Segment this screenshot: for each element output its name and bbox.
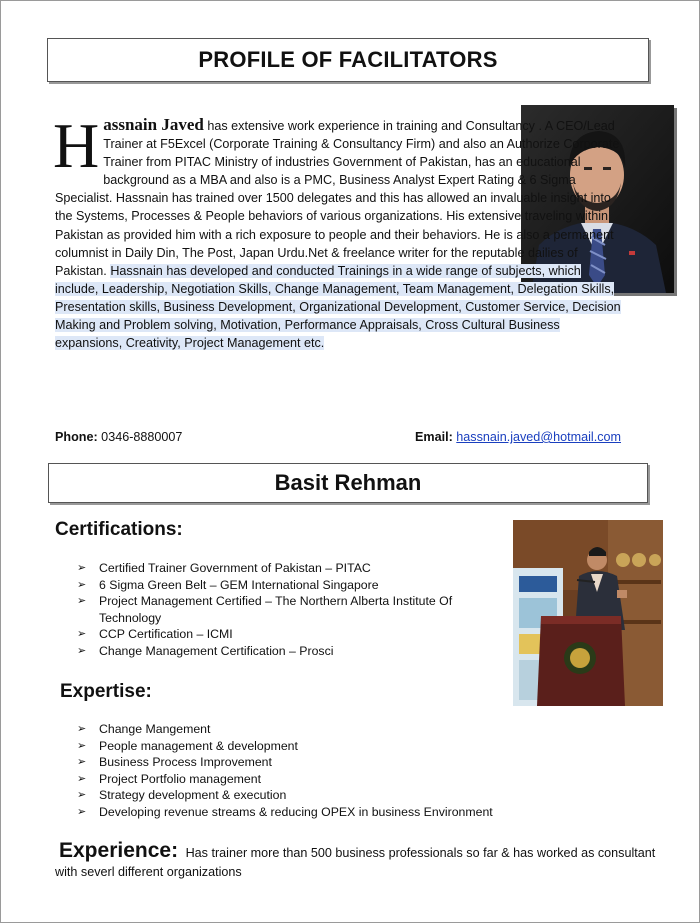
- certifications-list: [77, 560, 477, 660]
- experience-heading: Experience:: [59, 839, 179, 862]
- experience-paragraph: [55, 841, 665, 882]
- hassnain-bio: [53, 110, 621, 352]
- arrow-bullet-icon: ➢: [77, 628, 87, 641]
- basit-rehman-photo: [513, 520, 663, 706]
- email-label: Email:: [415, 430, 453, 444]
- bio-text: has extensive work experience in training and Consultancy . A CEO/Lead Trainer at F5Excel (Corporate Training & Consultancy Firm) and also an Authorize Corporate Trainer from PITAC Ministry of industries Government of Pakistan, has an educational background as a MBA and also is a PMC, Business Analyst Expert Rating & 6 Sigma Specialist. Hassnain has trained over 1500 delegates and this has allowed an invaluable insight into the Systems, Processes & People behaviors of various organizations. His extensive traveling within Pakistan as provided him with a rich exposure to people and their behaviors. He is also a permanent columnist in Daily Din, The Post, Japan Urdu.Net & freelance writer for the reputable dailies of Pakistan.: [55, 119, 620, 278]
- list-item: ➢ 6 Sigma Green Belt – GEM International Singapore: [77, 577, 379, 592]
- expertise-heading: Expertise:: [60, 681, 152, 702]
- arrow-bullet-icon: ➢: [77, 772, 87, 785]
- experience-text: Has trainer more than 500 business professionals so far & has worked as consultant with severl different organizations: [55, 846, 656, 879]
- email-line: [415, 430, 621, 444]
- phone-line: [55, 430, 182, 444]
- arrow-bullet-icon: ➢: [77, 578, 87, 591]
- list-item: ➢ Change Management Certification – Prosci: [77, 643, 334, 658]
- arrow-bullet-icon: ➢: [77, 562, 87, 574]
- arrow-bullet-icon: ➢: [77, 644, 87, 657]
- certifications-heading: Certifications:: [55, 519, 183, 540]
- phone-value: 0346-8880007: [97, 430, 183, 444]
- arrow-bullet-icon: ➢: [77, 789, 87, 802]
- arrow-bullet-icon: ➢: [77, 756, 87, 769]
- list-item: ➢ Strategy development & execution: [77, 788, 287, 803]
- email-link[interactable]: hassnain.javed@hotmail.com: [456, 430, 621, 444]
- phone-label: Phone:: [55, 430, 98, 444]
- page-title: PROFILE OF FACILITATORS: [47, 38, 649, 82]
- list-item: ➢ CCP Certification – ICMI: [77, 627, 233, 642]
- arrow-bullet-icon: ➢: [77, 739, 87, 752]
- list-item: ➢ Certified Trainer Government of Pakistan – PITAC: [77, 561, 371, 575]
- list-item: ➢ Project Management Certified – The Northern Alberta Institute Of Technology: [77, 594, 453, 625]
- bio-highlighted-text: Hassnain has developed and conducted Trainings in a wide range of subjects, which include, Leadership, Negotiation Skills, Change Management, Team Management, Delegation Skills, Presentation skills, Business Development, Organizational Development, Customer Service, Decision Making and Problem solving, Motivation, Performance Appraisals, Cross Cultural Business expansions, Creativity, Project Management etc.: [55, 263, 621, 351]
- arrow-bullet-icon: ➢: [77, 805, 87, 818]
- list-item: ➢ Developing revenue streams & reducing OPEX in business Environment: [77, 804, 493, 819]
- basit-rehman-name: Basit Rehman: [48, 463, 648, 503]
- dropcap-letter: H: [53, 110, 100, 181]
- list-item: ➢ Change Mangement: [77, 722, 211, 736]
- list-item: ➢ Business Process Improvement: [77, 755, 272, 770]
- arrow-bullet-icon: ➢: [77, 595, 87, 608]
- expertise-list: [77, 721, 637, 821]
- arrow-bullet-icon: ➢: [77, 723, 87, 735]
- list-item: ➢ Project Portfolio management: [77, 771, 261, 786]
- list-item: ➢ People management & development: [77, 738, 298, 753]
- facilitator-name: assnain Javed: [103, 115, 204, 134]
